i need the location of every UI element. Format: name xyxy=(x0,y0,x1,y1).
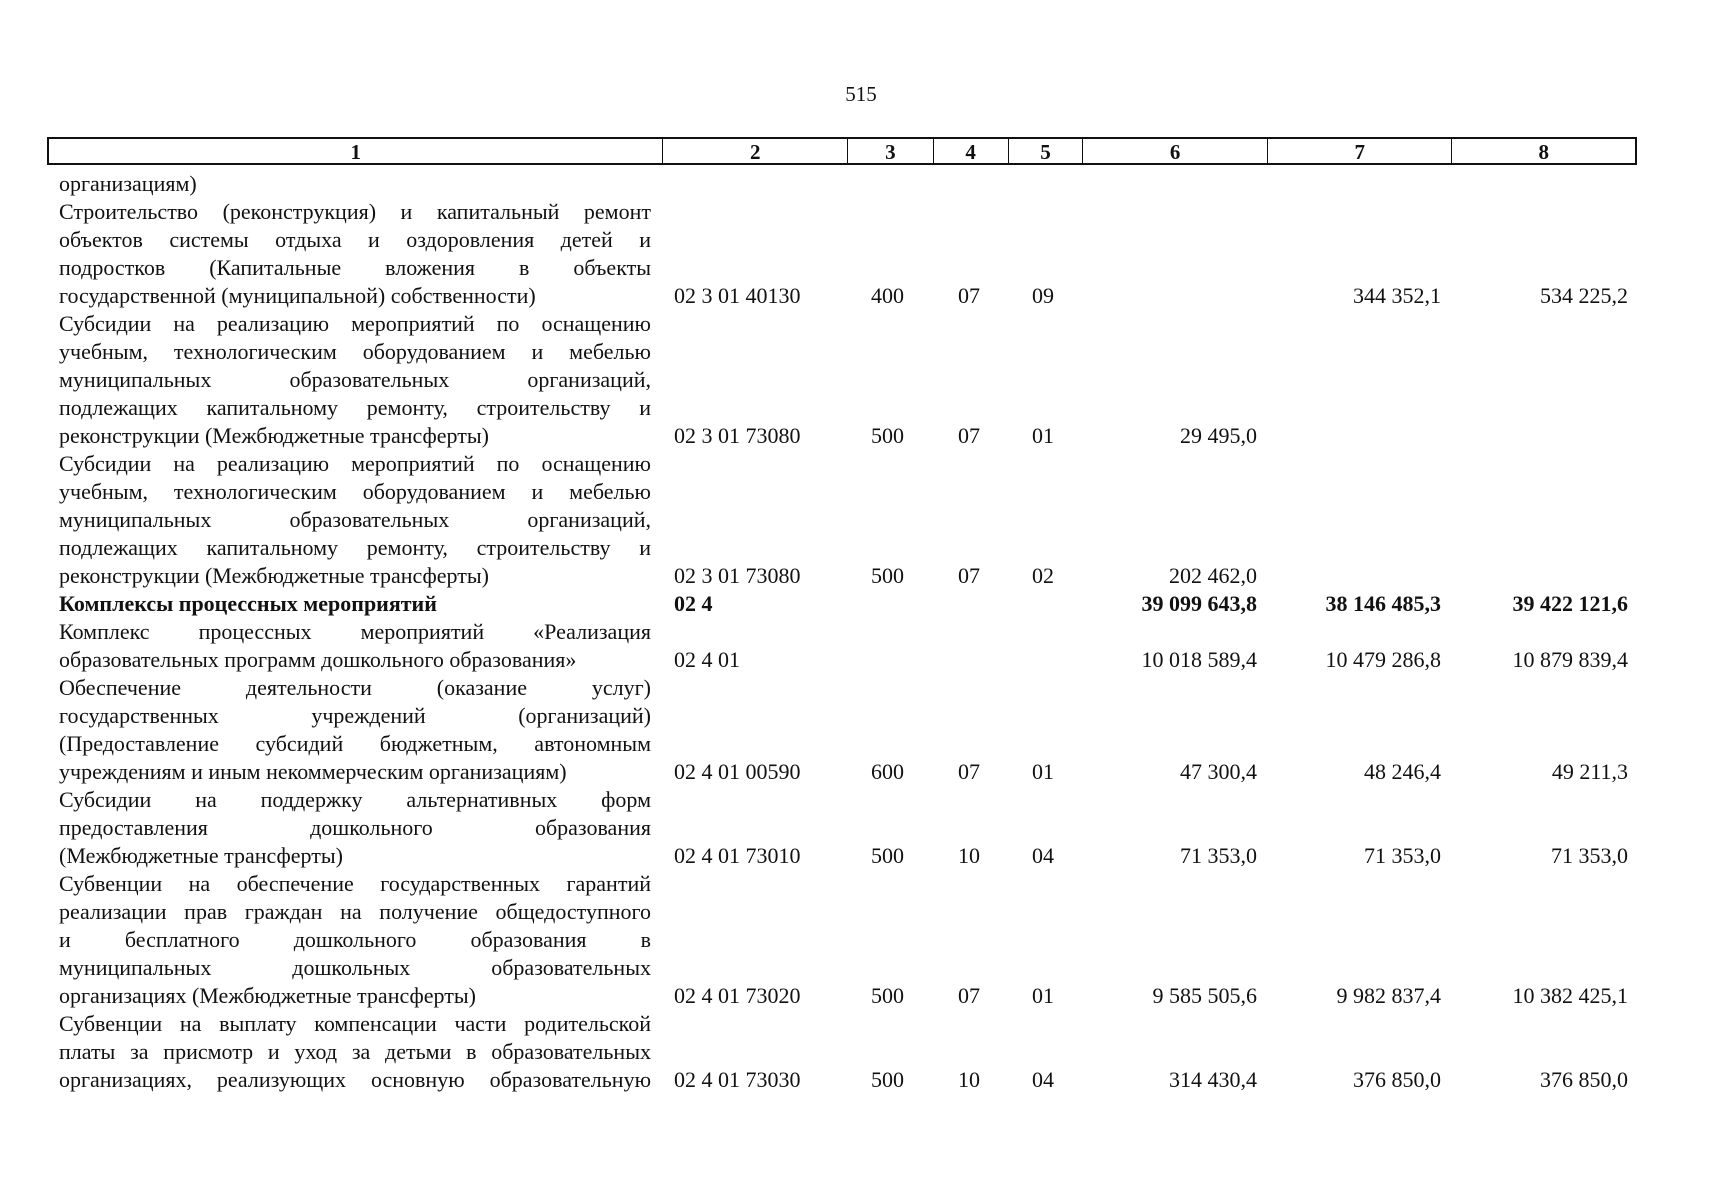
code-cell: 02 4 01 73010 xyxy=(674,843,801,868)
description-line: платы за присмотр и уход за детьми в образовательных xyxy=(59,1039,651,1064)
page-number: 515 xyxy=(845,82,877,106)
col6-cell: 47 300,4 xyxy=(1180,759,1257,784)
description-line: Субсидии на реализацию мероприятий по оснащению xyxy=(59,311,651,336)
col4-cell: 10 xyxy=(958,1067,980,1092)
row-values xyxy=(0,170,1714,198)
description-line: организациям) xyxy=(59,171,197,196)
table-row xyxy=(0,786,1714,870)
description-line: предоставления дошкольного образования xyxy=(59,815,651,840)
col5-cell: 04 xyxy=(1032,843,1054,868)
row-values xyxy=(0,758,1714,786)
col7-cell: 344 352,1 xyxy=(1353,283,1441,308)
col8-cell: 49 211,3 xyxy=(1551,759,1628,784)
col4-cell: 07 xyxy=(958,983,980,1008)
code-cell: 02 3 01 73080 xyxy=(674,423,801,448)
code-cell: 02 4 01 xyxy=(674,647,740,672)
col6-cell: 71 353,0 xyxy=(1180,843,1257,868)
col6-cell: 9 585 505,6 xyxy=(1152,983,1257,1008)
row-values xyxy=(0,1066,1714,1094)
table-body xyxy=(0,170,1714,1094)
col8-cell: 10 879 839,4 xyxy=(1512,647,1628,672)
col3-cell: 500 xyxy=(871,1067,904,1092)
header-col-8: 8 xyxy=(1538,140,1549,164)
table-row xyxy=(0,870,1714,1010)
row-values xyxy=(0,422,1714,450)
table-row xyxy=(0,618,1714,674)
row-values xyxy=(0,282,1714,310)
col6-cell: 202 462,0 xyxy=(1169,563,1257,588)
description-line: Комплексы процессных мероприятий xyxy=(59,591,437,616)
col8-cell: 534 225,2 xyxy=(1540,283,1628,308)
row-values xyxy=(0,590,1714,618)
col3-cell: 500 xyxy=(871,983,904,1008)
code-cell: 02 4 01 73020 xyxy=(674,983,801,1008)
description-line: подростков (Капитальные вложения в объекты xyxy=(59,255,651,280)
col4-cell: 07 xyxy=(958,423,980,448)
description-line: муниципальных дошкольных образовательных xyxy=(59,955,651,980)
description-line: и бесплатного дошкольного образования в xyxy=(59,927,651,952)
col8-cell: 39 422 121,6 xyxy=(1512,591,1628,616)
description-line: (Межбюджетные трансферты) xyxy=(59,843,343,868)
col4-cell: 07 xyxy=(958,563,980,588)
table-row xyxy=(0,198,1714,310)
col7-cell: 10 479 286,8 xyxy=(1325,647,1441,672)
col7-cell: 376 850,0 xyxy=(1353,1067,1441,1092)
row-values xyxy=(0,562,1714,590)
header-col-3: 3 xyxy=(848,139,934,163)
row-values xyxy=(0,842,1714,870)
description-line: реконструкции (Межбюджетные трансферты) xyxy=(59,423,489,448)
code-cell: 02 3 01 73080 xyxy=(674,563,801,588)
description-line: муниципальных образовательных организаций, xyxy=(59,507,651,532)
description-line: подлежащих капитальному ремонту, строительству и xyxy=(59,535,651,560)
col7-cell: 38 146 485,3 xyxy=(1325,591,1441,616)
col6-cell: 314 430,4 xyxy=(1169,1067,1257,1092)
description-line: муниципальных образовательных организаций, xyxy=(59,367,651,392)
description-line: Обеспечение деятельности (оказание услуг) xyxy=(59,675,651,700)
description-line: государственных учреждений (организаций) xyxy=(59,703,651,728)
header-col-7: 7 xyxy=(1268,139,1453,163)
header-col-1: 1 xyxy=(49,139,663,163)
col5-cell: 01 xyxy=(1032,983,1054,1008)
description-line: государственной (муниципальной) собственности) xyxy=(59,283,536,308)
description-line: Субсидии на поддержку альтернативных форм xyxy=(59,787,651,812)
table-row xyxy=(0,674,1714,786)
col8-cell: 71 353,0 xyxy=(1551,843,1628,868)
header-col-6: 6 xyxy=(1083,139,1268,163)
col5-cell: 04 xyxy=(1032,1067,1054,1092)
code-cell: 02 4 xyxy=(674,591,713,616)
description-line: организациях (Межбюджетные трансферты) xyxy=(59,983,476,1008)
col3-cell: 500 xyxy=(871,843,904,868)
col5-cell: 09 xyxy=(1032,283,1054,308)
table-row xyxy=(0,1010,1714,1094)
col3-cell: 500 xyxy=(871,563,904,588)
row-values xyxy=(0,646,1714,674)
table-row xyxy=(0,170,1714,198)
description-line: Комплекс процессных мероприятий «Реализация xyxy=(59,619,651,644)
description-line: учреждениям и иным некоммерческим организациям) xyxy=(59,759,567,784)
col4-cell: 07 xyxy=(958,283,980,308)
col7-cell: 9 982 837,4 xyxy=(1336,983,1441,1008)
col3-cell: 500 xyxy=(871,423,904,448)
row-values xyxy=(0,982,1714,1010)
header-col-2: 2 xyxy=(663,139,848,163)
description-line: реализации прав граждан на получение общедоступного xyxy=(59,899,651,924)
description-line: подлежащих капитальному ремонту, строительству и xyxy=(59,395,651,420)
col7-cell: 48 246,4 xyxy=(1364,759,1441,784)
header-col-5: 5 xyxy=(1009,139,1084,163)
col8-cell: 10 382 425,1 xyxy=(1512,983,1628,1008)
col3-cell: 600 xyxy=(871,759,904,784)
table-row xyxy=(0,310,1714,450)
col7-cell: 71 353,0 xyxy=(1364,843,1441,868)
col3-cell: 400 xyxy=(871,283,904,308)
table-header xyxy=(47,137,1637,165)
description-line: объектов системы отдыха и оздоровления детей и xyxy=(59,227,651,252)
col4-cell: 07 xyxy=(958,759,980,784)
col5-cell: 01 xyxy=(1032,423,1054,448)
col8-cell: 376 850,0 xyxy=(1540,1067,1628,1092)
description-line: Субсидии на реализацию мероприятий по оснащению xyxy=(59,451,651,476)
description-line: учебным, технологическим оборудованием и мебелью xyxy=(59,339,651,364)
col6-cell: 39 099 643,8 xyxy=(1141,591,1257,616)
code-cell: 02 3 01 40130 xyxy=(674,283,801,308)
col4-cell: 10 xyxy=(958,843,980,868)
description-line: организациях, реализующих основную образовательную xyxy=(59,1067,651,1092)
description-line: Строительство (реконструкция) и капитальный ремонт xyxy=(59,199,651,224)
description-line: учебным, технологическим оборудованием и мебелью xyxy=(59,479,651,504)
col6-cell: 29 495,0 xyxy=(1180,423,1257,448)
description-line: Субвенции на обеспечение государственных гарантий xyxy=(59,871,651,896)
description-line: Субвенции на выплату компенсации части родительской xyxy=(59,1011,651,1036)
table-row xyxy=(0,590,1714,618)
col5-cell: 02 xyxy=(1032,563,1054,588)
table-row xyxy=(0,450,1714,590)
code-cell: 02 4 01 73030 xyxy=(674,1067,801,1092)
code-cell: 02 4 01 00590 xyxy=(674,759,801,784)
description-line: (Предоставление субсидий бюджетным, автономным xyxy=(59,731,651,756)
col5-cell: 01 xyxy=(1032,759,1054,784)
description-line: реконструкции (Межбюджетные трансферты) xyxy=(59,563,489,588)
header-col-4: 4 xyxy=(934,139,1009,163)
description-line: образовательных программ дошкольного образования» xyxy=(59,647,577,672)
col6-cell: 10 018 589,4 xyxy=(1141,647,1257,672)
